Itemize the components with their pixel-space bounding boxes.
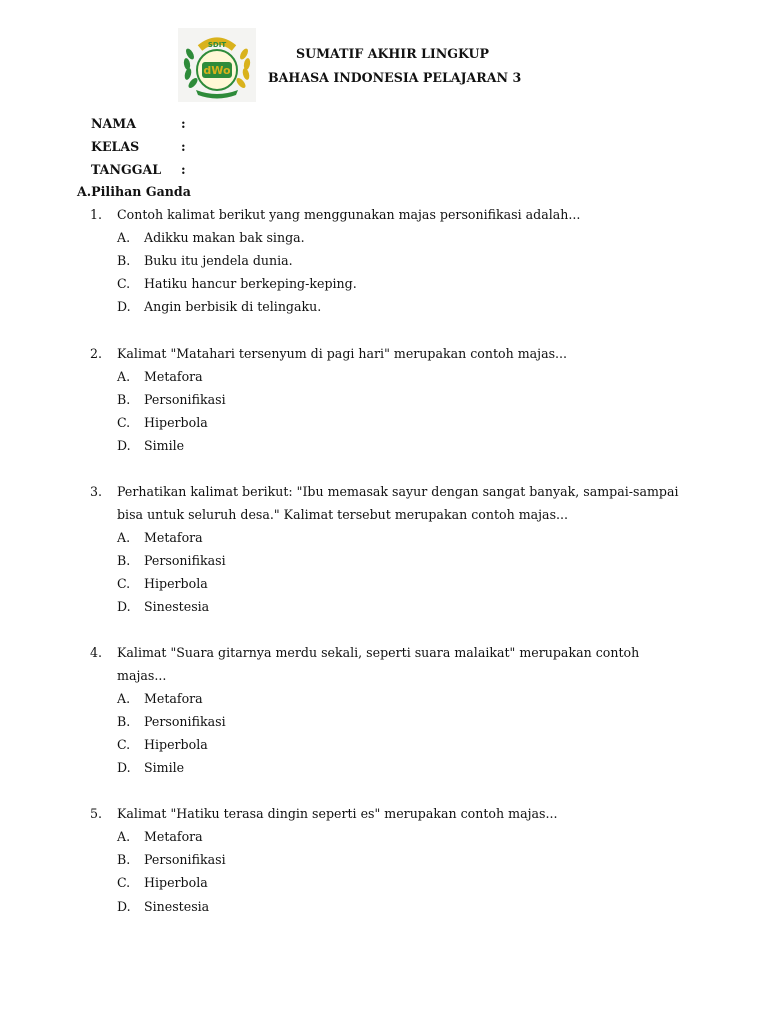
option-letter: C.: [117, 576, 131, 591]
option-letter: B.: [117, 852, 131, 867]
section-title: A.Pilihan Ganda: [77, 184, 191, 199]
option-letter: B.: [117, 553, 131, 568]
option-text: Metafora: [144, 369, 203, 384]
option-letter: A.: [117, 691, 131, 706]
question-number: 5.: [90, 806, 103, 821]
option-text: Hiperbola: [144, 875, 208, 890]
option-text: Metafora: [144, 691, 203, 706]
question-text: Contoh kalimat berikut yang menggunakan majas personifikasi adalah...: [117, 207, 581, 222]
question-number: 1.: [90, 207, 103, 222]
option-letter: C.: [117, 875, 131, 890]
option-text: Personifikasi: [144, 392, 226, 407]
option-text: Metafora: [144, 530, 203, 545]
option-letter: D.: [117, 299, 131, 314]
question-text: Kalimat "Matahari tersenyum di pagi hari" merupakan contoh majas...: [117, 346, 568, 361]
question-number: 2.: [90, 346, 103, 361]
option-letter: B.: [117, 392, 131, 407]
option-letter: D.: [117, 899, 131, 914]
option-letter: D.: [117, 599, 131, 614]
option-text: Angin berbisik di telingaku.: [144, 299, 322, 314]
question-text: Kalimat "Hatiku terasa dingin seperti es" merupakan contoh majas...: [117, 806, 558, 821]
option-letter: B.: [117, 714, 131, 729]
option-text: Personifikasi: [144, 714, 226, 729]
option-text: Metafora: [144, 829, 203, 844]
identity-row-kelas: [91, 139, 186, 154]
identity-label: TANGGAL: [91, 162, 162, 177]
option-text: Hiperbola: [144, 415, 208, 430]
document-title-line1: SUMATIF AKHIR LINGKUP: [296, 46, 490, 61]
option-text: Personifikasi: [144, 553, 226, 568]
identity-separator: :: [181, 162, 186, 177]
option-letter: B.: [117, 253, 131, 268]
option-text: Adikku makan bak singa.: [144, 230, 305, 245]
identity-row-tanggal: [91, 162, 186, 177]
option-letter: A.: [117, 829, 131, 844]
question-number: 4.: [90, 645, 103, 660]
identity-row-nama: [91, 116, 186, 131]
option-letter: D.: [117, 760, 131, 775]
question-number: 3.: [90, 484, 103, 499]
logo-initials: dWo: [203, 64, 231, 77]
option-text: Personifikasi: [144, 852, 226, 867]
option-text: Hiperbola: [144, 576, 208, 591]
option-letter: D.: [117, 438, 131, 453]
option-text: Sinestesia: [144, 899, 210, 914]
identity-label: KELAS: [91, 139, 140, 154]
identity-separator: :: [181, 116, 186, 131]
option-text: Buku itu jendela dunia.: [144, 253, 293, 268]
logo-text: SDIT: [207, 41, 227, 49]
option-text: Simile: [144, 760, 185, 775]
option-text: Hatiku hancur berkeping-keping.: [144, 276, 357, 291]
identity-separator: :: [181, 139, 186, 154]
option-letter: C.: [117, 415, 131, 430]
option-letter: A.: [117, 230, 131, 245]
document-title-line2: BAHASA INDONESIA PELAJARAN 3: [268, 70, 522, 85]
option-text: Simile: [144, 438, 185, 453]
option-letter: C.: [117, 737, 131, 752]
school-logo: [178, 28, 256, 102]
question-text: Kalimat "Suara gitarnya merdu sekali, seperti suara malaikat" merupakan contoh majas...: [117, 645, 640, 683]
option-text: Sinestesia: [144, 599, 210, 614]
option-letter: A.: [117, 530, 131, 545]
question-text: Perhatikan kalimat berikut: "Ibu memasak sayur dengan sangat banyak, sampai-sampai bisa untuk seluruh desa." Kalimat tersebut merupakan contoh majas...: [117, 484, 679, 522]
option-letter: A.: [117, 369, 131, 384]
option-text: Hiperbola: [144, 737, 208, 752]
identity-label: NAMA: [91, 116, 136, 131]
option-letter: C.: [117, 276, 131, 291]
